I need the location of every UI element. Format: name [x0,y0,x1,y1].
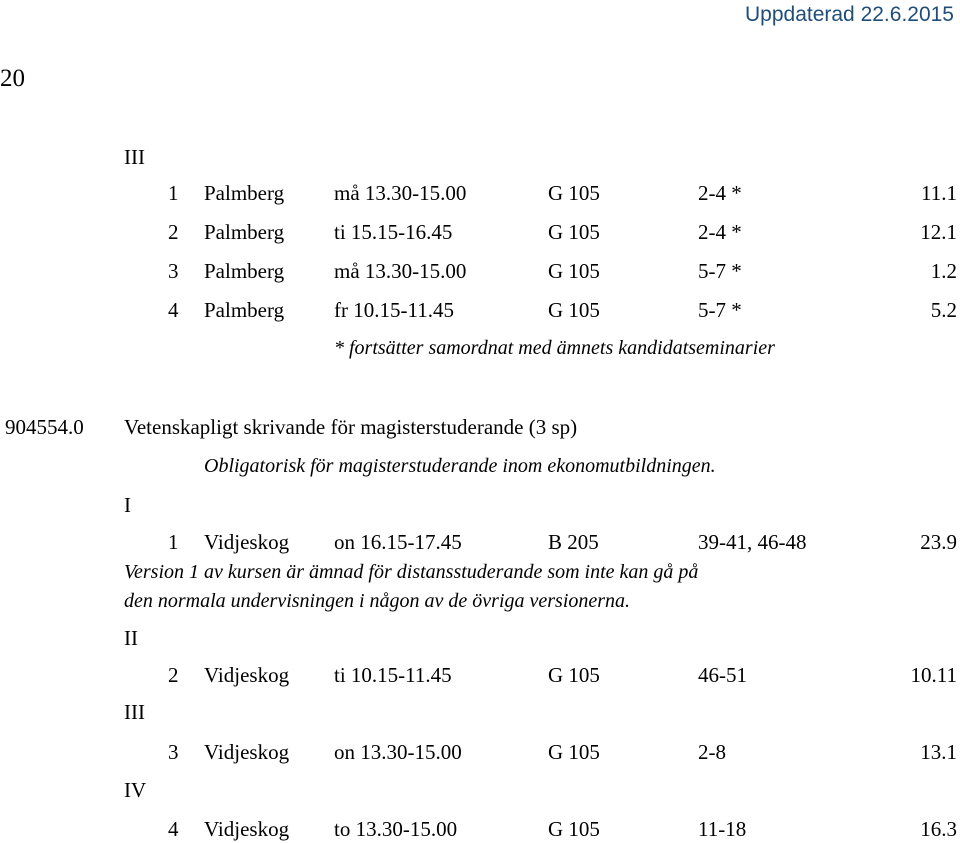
weeks: 46-51 [698,663,747,687]
start-date: 13.1 [920,740,957,764]
course-subtitle: Obligatorisk för magisterstuderande inom ekonomutbildningen. [204,455,716,477]
day-time: to 13.30-15.00 [334,817,458,841]
teacher-name: Vidjeskog [204,817,290,841]
group-number: 2 [168,663,179,687]
group-number: 4 [168,298,179,322]
room: G 105 [548,298,600,322]
table-row [0,817,960,843]
start-date: 11.1 [921,181,957,205]
room: B 205 [548,530,599,554]
period-label: II [124,626,138,650]
weeks: 11-18 [698,817,747,841]
start-date: 1.2 [930,259,957,283]
course-code: 904554.0 [5,415,84,439]
teacher-name: Palmberg [204,181,285,205]
start-date: 23.9 [920,530,957,554]
room: G 105 [548,220,600,244]
start-date: 10.11 [910,663,957,687]
start-date: 12.1 [920,220,957,244]
day-time: ti 10.15-11.45 [334,663,452,687]
period-label: III [124,700,145,724]
start-date: 5.2 [930,298,957,322]
weeks: 2-4 * [698,220,742,244]
group-number: 2 [168,220,179,244]
teacher-name: Vidjeskog [204,740,290,764]
table-row [0,663,960,689]
day-time: må 13.30-15.00 [334,259,467,283]
room: G 105 [548,181,600,205]
weeks: 2-8 [698,740,726,764]
course-title: Vetenskapligt skrivande för magisterstuderande (3 sp) [124,415,578,439]
weeks: 2-4 * [698,181,742,205]
group-number: 1 [168,530,179,554]
teacher-name: Vidjeskog [204,663,290,687]
start-date: 16.3 [920,817,957,841]
table-row [0,530,960,556]
table-row [0,740,960,766]
teacher-name: Palmberg [204,259,285,283]
version-note: den normala undervisningen i någon av de övriga versionerna. [124,590,631,612]
room: G 105 [548,817,600,841]
seminar-note: * fortsätter samordnat med ämnets kandidatseminarier [334,337,775,359]
teacher-name: Palmberg [204,298,285,322]
day-time: ti 15.15-16.45 [334,220,453,244]
day-time: on 16.15-17.45 [334,530,462,554]
table-row [0,181,960,207]
group-number: 1 [168,181,179,205]
version-note: Version 1 av kursen är ämnad för distansstuderande som inte kan gå på [124,561,699,583]
group-number: 3 [168,740,179,764]
room: G 105 [548,259,600,283]
weeks: 5-7 * [698,298,742,322]
teacher-name: Vidjeskog [204,530,290,554]
page-number: 20 [0,65,25,92]
period-label: III [124,145,145,169]
table-row [0,298,960,324]
group-number: 3 [168,259,179,283]
period-label: I [124,493,131,517]
weeks: 39-41, 46-48 [698,530,807,554]
day-time: må 13.30-15.00 [334,181,467,205]
day-time: fr 10.15-11.45 [334,298,454,322]
room: G 105 [548,663,600,687]
teacher-name: Palmberg [204,220,285,244]
table-row [0,220,960,246]
weeks: 5-7 * [698,259,742,283]
updated-date: Uppdaterad 22.6.2015 [744,3,954,26]
group-number: 4 [168,817,179,841]
table-row [0,259,960,285]
day-time: on 13.30-15.00 [334,740,462,764]
period-label: IV [124,778,147,802]
room: G 105 [548,740,600,764]
